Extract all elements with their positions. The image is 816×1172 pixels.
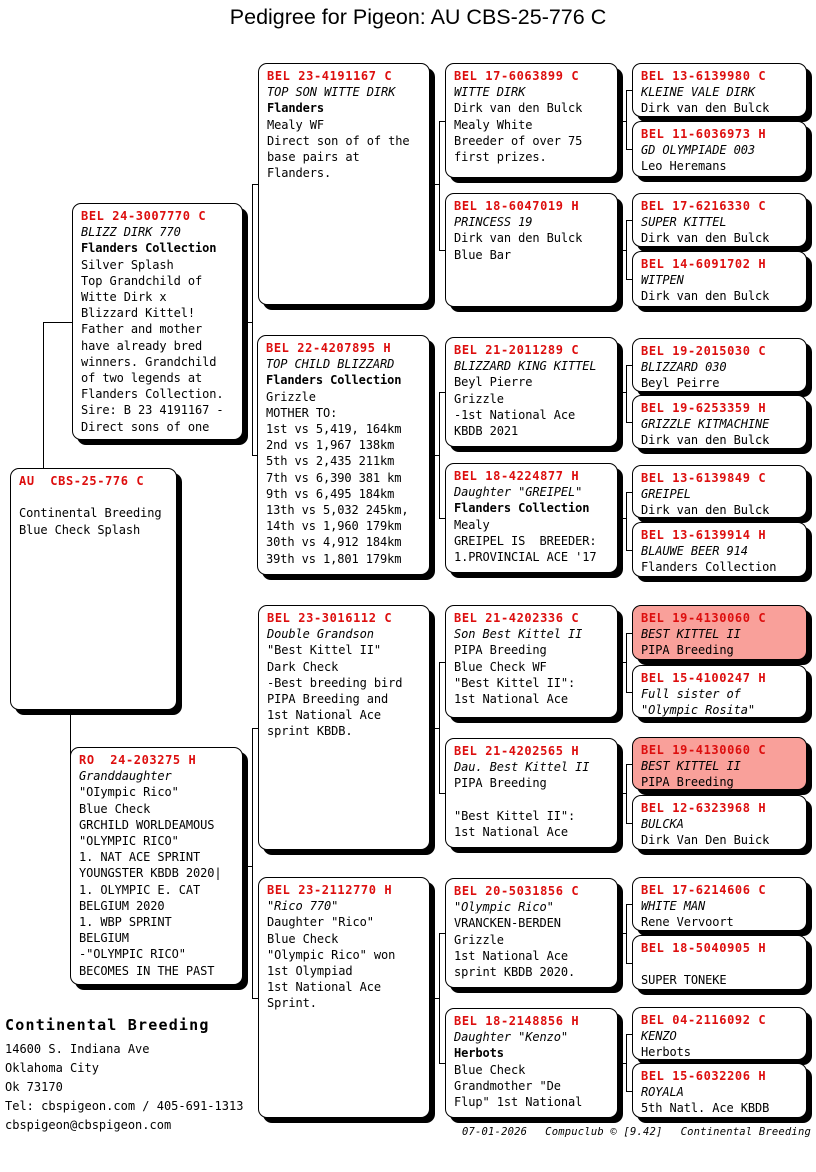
pigeon-info-line: "Best Kittel II": [454,675,576,690]
ring-number: BEL 13-6139914 H [641,528,767,542]
pedigree-box [445,738,618,848]
pedigree-box [445,193,618,307]
loft-name: Continental Breeding [5,1016,210,1034]
page-title: Pedigree for Pigeon: AU CBS-25-776 C [229,5,607,29]
connector-line [618,121,626,122]
pigeon-info-line: Daughter "Kenzo" [454,1030,568,1045]
ring-number: BEL 15-6032206 H [641,1069,767,1083]
pedigree-box [632,338,807,392]
ring-number: BEL 21-2011289 C [454,343,580,357]
pigeon-info-line: GREIPEL IS BREEDER: [454,533,597,548]
pigeon-info-line: "Best Kittel II": [454,808,576,823]
pigeon-info-line: Grizzle [454,932,504,947]
pigeon-info-line: Daughter "Rico" [267,915,374,930]
pigeon-info-line: PIPA Breeding [641,643,734,658]
pigeon-info-line: 30th vs 4,912 184km [266,535,402,550]
pigeon-info-line: WHITE MAN [641,899,706,914]
pigeon-info-line: -Best breeding bird [267,675,403,690]
pedigree-box [445,605,618,718]
pigeon-info-line: Flanders Collection [454,501,590,516]
pigeon-info-line: "Olympic Rosita" [641,703,755,718]
connector-line [626,633,627,692]
connector-line [243,322,252,323]
pigeon-info-line: 5th Natl. Ace KBDB [641,1101,770,1116]
pigeon-info-line [641,956,804,972]
pigeon-info-line: BLIZZARD KING KITTEL [454,359,597,374]
ring-number: BEL 21-4202336 C [454,611,580,625]
ring-number: BEL 11-6036973 H [641,127,767,141]
ring-number: BEL 18-6047019 H [454,199,580,213]
connector-line [243,866,252,867]
pigeon-info-line: 1. OLYMPIC E. CAT [79,882,201,897]
pigeon-info-line: Dirk van den Bulck [641,101,770,116]
ring-number: BEL 18-2148856 H [454,1014,580,1028]
pedigree-box [632,63,807,117]
pigeon-info-line: Flanders Collection [641,560,777,575]
footer-software: Compuclub © [9.42] [545,1126,663,1138]
pigeon-info-line: 9th vs 6,495 184km [266,486,395,501]
pigeon-info-line: 1. NAT ACE SPRINT [79,850,201,865]
pigeon-info-line: 1.PROVINCIAL ACE '17 [454,550,597,565]
pigeon-info-line: Dirk van den Bulck [641,231,770,246]
pigeon-info-line: GRCHILD WORLDEAMOUS [79,817,215,832]
pigeon-info-line: BLIZZARD 030 [641,360,727,375]
connector-line [618,933,626,934]
pedigree-box [632,605,807,660]
phone-line: Tel: cbspigeon.com / 405-691-1313 [5,1099,244,1113]
ring-number: BEL 17-6063899 C [454,69,580,83]
ring-number: BEL 21-4202565 H [454,744,580,758]
connector-line [43,322,44,468]
connector-line [626,764,627,823]
pigeon-info-line: "OLYMPIC RICO" [79,834,179,849]
pigeon-info-line: ROYALA [641,1085,684,1100]
pigeon-info-line: Blizzard Kittel! [81,306,195,321]
pigeon-info-line: Dirk van den Bulck [641,503,770,518]
pigeon-info-line: Grizzle [266,389,316,404]
connector-line [430,728,439,729]
pedigree-box [445,463,618,573]
pigeon-info-line: Beyl Peirre [641,376,720,391]
pigeon-info-line: 1st National Ace [454,825,568,839]
pigeon-info-line: Dau. Best Kittel II [454,760,590,775]
pigeon-info-line: "Rico 770" [267,899,339,914]
pedigree-box [258,605,430,850]
pigeon-info-line: 1st National Ace [454,948,568,963]
connector-line [618,392,626,393]
ring-number: BEL 14-6091702 H [641,257,767,271]
pigeon-info-line: Sire: B 23 4191167 - [81,403,224,418]
pigeon-info-line: Blue Check Splash [19,522,141,537]
pigeon-info-line: Flup" 1st National [454,1095,583,1110]
pigeon-info-line: TOP CHILD BLIZZARD [266,357,395,372]
connector-line [252,184,253,455]
pedigree-box [445,63,618,178]
pedigree-box [258,63,430,305]
pigeon-info-line: BLIZZ DIRK 770 [81,225,181,240]
pigeon-info-line: Direct son of of the [267,133,410,148]
connector-line [626,492,627,550]
ring-number: BEL 17-6216330 C [641,199,767,213]
footer-date: 07-01-2026 [461,1126,528,1138]
pigeon-info-line: BLAUWE BEER 914 [641,544,748,559]
pigeon-info-line: 1. WBP SPRINT [79,915,172,930]
ring-number: BEL 19-4130060 C [641,743,767,757]
pigeon-info-line: Double Grandson [267,627,374,642]
pigeon-info-line: GREIPEL [641,487,691,502]
pigeon-info-line: Rene Vervoort [641,915,734,930]
pigeon-info-line: sprint KBDB. [267,724,353,739]
pigeon-info-line: "Olympic Rico" [454,900,554,915]
pigeon-info-line: KBDB 2021 [454,424,519,439]
pigeon-info-line: 5th vs 2,435 211km [266,454,395,469]
pigeon-info-line: 14th vs 1,960 179km [266,519,402,534]
pigeon-info-line: "Olympic Rico" won [267,947,396,962]
pigeon-info-line: base pairs at [267,150,360,165]
ring-number: RO 24-203275 H [79,753,197,767]
pigeon-info-line: "Best Kittel II" [267,643,381,658]
pigeon-info-line: Dirk van den Bulck [641,289,770,304]
pigeon-info-line: Blue Check WF [454,659,547,674]
connector-line [618,793,626,794]
pigeon-info-line: Witte Dirk x [81,290,167,305]
pigeon-info-line: BEST KITTEL II [641,759,741,774]
pigeon-info-line: Direct sons of one [81,419,210,434]
pigeon-info-line: have already bred [81,338,203,353]
pedigree-box [632,877,807,931]
pigeon-info-line: KENZO [641,1029,677,1044]
connector-line [439,662,440,793]
connector-line [439,121,440,250]
pigeon-info-line: "OIympic Rico" [79,785,179,800]
pigeon-info-line: sprint KBDB 2020. [454,965,576,980]
pigeon-info-line: SUPER KITTEL [641,215,727,230]
pigeon-info-line: PRINCESS 19 [454,215,533,230]
connector-line [43,322,72,323]
connector-line [439,933,440,1063]
pigeon-info-line: -1st National Ace [454,407,576,422]
ring-number: BEL 04-2116092 C [641,1013,767,1027]
pigeon-info-line: PIPA Breeding [454,643,547,658]
pigeon-info-line: PIPA Breeding and [267,692,389,707]
pigeon-info-line: YOUNGSTER KBDB 2020| [79,866,222,881]
pedigree-box [632,465,807,518]
pedigree-box [632,193,807,247]
connector-line [626,1034,627,1091]
pigeon-info-line: VRANCKEN-BERDEN [454,916,561,931]
ring-number: BEL 18-4224877 H [454,469,580,483]
pigeon-info-line: BEST KITTEL II [641,627,741,642]
email-line: cbspigeon@cbspigeon.com [5,1118,172,1132]
pedigree-box [632,121,807,177]
pigeon-info-line: Dirk van den Bulck [454,101,583,116]
pigeon-info-line: Continental Breeding [19,506,162,521]
pedigree-box [632,251,807,307]
pedigree-box [632,795,807,850]
pigeon-info-line: Flanders Collection [266,373,402,388]
connector-line [626,365,627,422]
pigeon-info-line: 13th vs 5,032 245km, [266,503,409,518]
pigeon-info-line: PIPA Breeding [454,776,547,791]
pigeon-info-line: Flanders Collection. [81,387,224,402]
ring-number: BEL 23-2112770 H [267,883,393,897]
pigeon-info-line: 1st Olympiad [267,964,353,979]
pigeon-info-line: of two legends at [81,371,203,386]
pedigree-box [632,737,807,790]
pigeon-info-line: KLEINE VALE DIRK [641,85,755,100]
pigeon-info-line: 1st National Ace [267,708,381,723]
pigeon-info-line: first prizes. [454,150,547,165]
pedigree-box [632,935,807,990]
ring-number: BEL 23-3016112 C [267,611,393,625]
ring-number: BEL 18-5040905 H [641,941,767,955]
pedigree-box [445,1008,618,1118]
address-line: Ok 73170 [5,1080,63,1094]
pigeon-info-line: WITPEN [641,273,684,288]
pigeon-info-line: Blue Check [267,931,339,946]
pigeon-info-line: Father and mother [81,322,203,337]
subject-pigeon-box [10,468,177,710]
pigeon-info-line: 2nd vs 1,967 138km [266,438,395,453]
pigeon-info-line: BELGIUM 2020 [79,898,165,913]
pigeon-info-line: 7th vs 6,390 381 km [266,470,402,485]
ring-number: BEL 23-4191167 C [267,69,393,83]
connector-line [618,1063,626,1064]
address-line: 14600 S. Indiana Ave [5,1042,150,1056]
pigeon-info-line: Top Grandchild of [81,273,203,288]
ring-number: BEL 17-6214606 C [641,883,767,897]
pigeon-info-line: Blue Check [79,801,151,816]
pigeon-info-line: Leo Heremans [641,159,727,174]
pigeon-info-line: BELGIUM [79,931,129,946]
pedigree-box [70,747,243,985]
ring-number: BEL 13-6139980 C [641,69,767,83]
pigeon-info-line: Dirk van den Bulck [641,433,770,448]
pigeon-info-line: BULCKA [641,817,684,832]
pigeon-info-line: MOTHER TO: [266,405,338,420]
pigeon-info-line: GRIZZLE KITMACHINE [641,417,770,432]
ring-number: BEL 22-4207895 H [266,341,392,355]
ring-number: BEL 19-4130060 C [641,611,767,625]
address-line: Oklahoma City [5,1061,99,1075]
pigeon-info-line: Dirk Van Den Buick [641,833,770,848]
connector-line [618,662,626,663]
contact-block [5,1016,243,1135]
pigeon-info-line: -"OLYMPIC RICO" [79,947,186,962]
pigeon-info-line: Breeder of over 75 [454,133,583,148]
pigeon-info-line: 1st vs 5,419, 164km [266,422,402,437]
connector-line [618,518,626,519]
print-footer [444,1126,811,1138]
ring-number: BEL 24-3007770 C [81,209,207,223]
pigeon-info-line: Full sister of [641,687,741,702]
pigeon-info-line: Herbots [641,1045,691,1060]
pigeon-info-line: 1st National Ace [454,692,568,707]
pigeon-info-line: winners. Grandchild [81,354,217,369]
pigeon-info-line: Silver Splash [81,257,174,272]
pigeon-info-line: Flanders Collection [81,241,217,256]
connector-line [439,392,440,518]
pigeon-info-line: Flanders. [267,166,332,181]
connector-line [626,90,627,149]
connector-line [430,998,439,999]
connector-line [626,220,627,279]
pigeon-info-line: PIPA Breeding [641,775,734,790]
connector-line [430,184,439,185]
pigeon-info-line: Daughter "GREIPEL" [454,485,583,500]
pigeon-info-line: 39th vs 1,801 179km [266,551,402,566]
connector-line [618,250,626,251]
pigeon-info-line: SUPER TONEKE [641,973,727,988]
pigeon-info-line: Herbots [454,1046,504,1061]
connector-line [252,728,253,998]
pedigree-box [632,522,807,577]
pedigree-box [445,878,618,988]
pedigree-box [632,395,807,449]
pigeon-info-line: 1st National Ace [267,980,381,995]
pigeon-info-line: Sprint. [267,996,317,1011]
pigeon-info-line [19,489,174,505]
pigeon-info-line: Dirk van den Bulck [454,231,583,246]
pedigree-box [632,1007,807,1060]
ring-number: BEL 20-5031856 C [454,884,580,898]
ring-number: BEL 19-6253359 H [641,401,767,415]
ring-number: BEL 12-6323968 H [641,801,767,815]
pedigree-box [632,1063,807,1118]
pigeon-info-line: Mealy WF [267,117,324,132]
pigeon-info-line: Dark Check [267,659,339,674]
pigeon-info-line: Mealy White [454,117,533,132]
pigeon-info-line: Granddaughter [79,769,172,784]
pigeon-info-line: TOP SON WITTE DIRK [267,85,396,100]
pigeon-info-line: Grizzle [454,391,504,406]
footer-loft: Continental Breeding [680,1126,811,1138]
ring-number: AU CBS-25-776 C [19,474,145,488]
pigeon-info-line: Blue Check [454,1062,526,1077]
connector-line [626,904,627,963]
pigeon-info-line: Blue Bar [454,247,511,262]
connector-line [430,455,439,456]
pigeon-info-line: BECOMES IN THE PAST [79,963,215,978]
pigeon-info-line: WITTE DIRK [454,85,526,100]
pigeon-info-line: Son Best Kittel II [454,627,583,642]
pigeon-info-line [454,792,615,808]
pigeon-info-line: Grandmother "De [454,1078,561,1093]
pigeon-info-line: Beyl Pierre [454,375,533,390]
ring-number: BEL 13-6139849 C [641,471,767,485]
pedigree-box [257,335,430,575]
pigeon-info-line: GD OLYMPIADE 003 [641,143,755,158]
pigeon-info-line: Flanders [267,101,324,116]
ring-number: BEL 15-4100247 H [641,671,767,685]
pedigree-box [258,877,430,1118]
pedigree-box [72,203,243,440]
pedigree-box [632,665,807,718]
pedigree-box [445,337,618,447]
ring-number: BEL 19-2015030 C [641,344,767,358]
pigeon-info-line: Mealy [454,517,490,532]
